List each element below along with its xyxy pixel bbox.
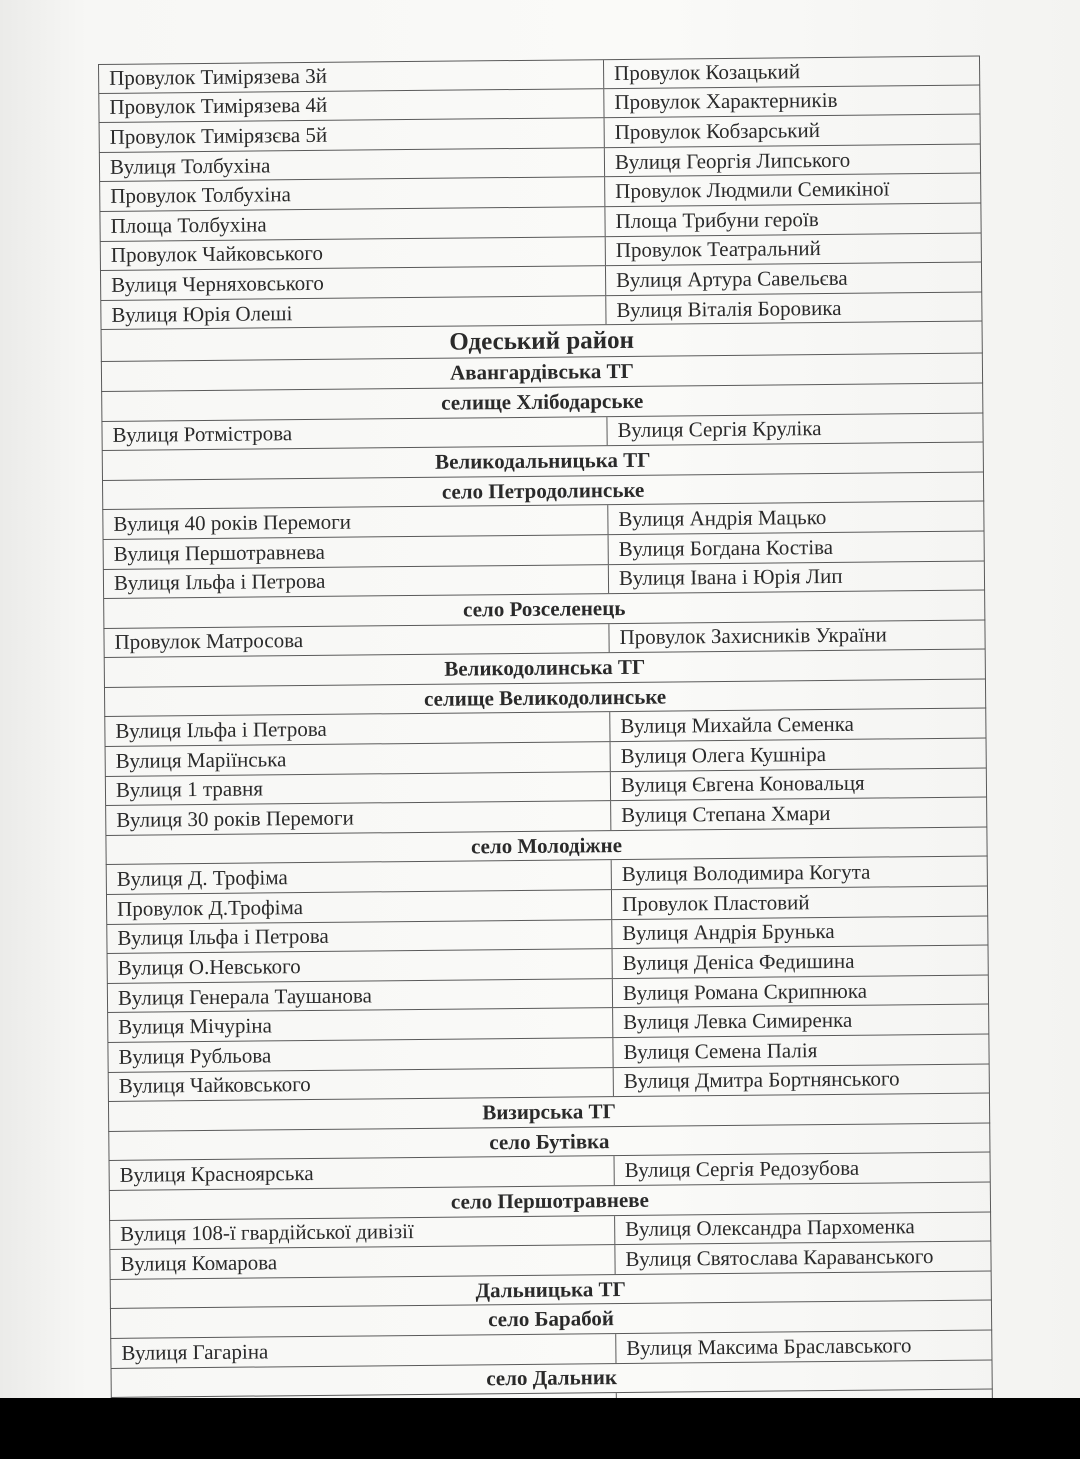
old-street-name: Вулиця Ільфа і Петрова	[103, 565, 609, 598]
section-heading: Визирська ТГ	[108, 1094, 990, 1132]
section-heading: село Бутівка	[108, 1123, 990, 1161]
new-street-name: Вулиця Георгія Липського	[605, 144, 981, 176]
old-street-name: Провулок Чайковського	[100, 237, 606, 270]
section-heading: Авангардівська ТГ	[101, 354, 983, 392]
old-street-name: Вулиця Першотравнева	[103, 535, 609, 568]
old-street-name: Вулиця Гагаріна	[110, 1334, 616, 1367]
new-street-name: Вулиця Романа Скрипнюка	[613, 975, 989, 1007]
old-street-name: Вулиця Красноярська	[109, 1156, 615, 1189]
old-street-name: Вулиця Ільфа і Петрова	[106, 920, 612, 953]
section-heading: село Першотравневе	[109, 1182, 991, 1220]
old-street-name: Вулиця Маріїнська	[105, 742, 611, 775]
new-street-name: Вулиця Семена Палія	[613, 1034, 989, 1066]
section-heading: село Розселенець	[103, 591, 985, 629]
old-street-name: Вулиця Чайковського	[108, 1068, 614, 1101]
section-heading: Дальницька ТГ	[110, 1271, 992, 1309]
old-street-name: Вулиця Д. Трофіма	[106, 861, 612, 894]
section-heading: селище Хлібодарське	[101, 383, 983, 421]
section-heading: село Молодіжне	[105, 827, 987, 865]
section-heading: село Дальник	[111, 1360, 993, 1398]
new-street-name: Вулиця Максима Браславського	[616, 1330, 992, 1362]
section-heading: Великодолинська ТГ	[104, 650, 986, 688]
new-street-name: Вулиця Андрія Брунька	[612, 916, 988, 948]
old-street-name: Вулиця Генерала Таушанова	[107, 979, 613, 1012]
new-street-name: Вулиця Артура Савельєва	[606, 263, 982, 295]
new-street-name: Провулок Козацький	[604, 57, 980, 88]
old-street-name: Площа Толбухіна	[99, 207, 605, 240]
section-heading: селище Великодолинське	[104, 679, 986, 717]
old-street-name: Вулиця Мічуріна	[107, 1009, 613, 1042]
black-bottom-bar	[0, 1398, 1080, 1459]
old-street-name: Вулиця Черняховського	[100, 266, 606, 299]
old-street-name: Вулиця Ротмістрова	[101, 417, 607, 450]
new-street-name: Вулиця Деніса Федишина	[613, 946, 989, 978]
section-heading: село Барабой	[110, 1301, 992, 1339]
old-street-name: Вулиця Толбухіна	[99, 148, 605, 181]
new-street-name: Вулиця Івана і Юрія Лип	[609, 561, 985, 593]
old-street-name: Провулок Толбухіна	[99, 178, 605, 211]
new-street-name: Вулиця Володимира Когута	[612, 857, 988, 889]
old-street-name: Вулиця 1 травня	[105, 772, 611, 805]
district-heading: Одеський район	[101, 322, 983, 362]
old-street-name: Провулок Д.Трофіма	[106, 890, 612, 923]
new-street-name: Провулок Людмили Семикіної	[605, 174, 981, 206]
new-street-name: Провулок Характерників	[604, 85, 980, 117]
new-street-name: Вулиця Богдана Костіва	[609, 531, 985, 563]
new-street-name: Вулиця Сергія Редозубова	[615, 1153, 991, 1185]
new-street-name: Вулиця Святослава Караванського	[615, 1242, 991, 1274]
new-street-name: Провулок Кобзарський	[605, 115, 981, 147]
street-renaming-table	[98, 56, 993, 1428]
old-street-name: Вулиця 40 років Перемоги	[102, 505, 608, 538]
new-street-name: Вулиця Олександра Пархоменка	[615, 1212, 991, 1244]
new-street-name: Вулиця Андрія Мацько	[608, 502, 984, 534]
new-street-name: Вулиця Олега Кушніра	[611, 739, 987, 771]
new-street-name: Площа Трибуни героїв	[605, 203, 981, 235]
new-street-name: Вулиця Сергія Круліка	[607, 413, 983, 445]
new-street-name: Провулок Театральний	[606, 233, 982, 265]
old-street-name: Вулиця 30 років Перемоги	[105, 801, 611, 834]
section-heading: Великодальницька ТГ	[102, 443, 984, 481]
old-street-name: Провулок Матросова	[103, 624, 609, 657]
new-street-name: Провулок Пластовий	[612, 887, 988, 919]
old-street-name: Вулиця Ільфа і Петрова	[104, 713, 610, 746]
old-street-name: Вулиця 108-ї гвардійської дивізії	[109, 1216, 615, 1249]
new-street-name: Вулиця Степана Хмари	[611, 798, 987, 830]
old-street-name: Вулиця Комарова	[109, 1245, 615, 1278]
old-street-name: Провулок Тимірязева 3й	[98, 60, 604, 92]
old-street-name: Вулиця О.Невського	[107, 949, 613, 982]
new-street-name: Провулок Захисників України	[609, 620, 985, 652]
section-heading: село Петродолинське	[102, 472, 984, 510]
old-street-name: Провулок Тимірязева 4й	[98, 89, 604, 122]
old-street-name: Вулиця Рубльова	[107, 1038, 613, 1071]
new-street-name: Вулиця Дмитра Бортнянського	[614, 1064, 990, 1096]
old-street-name: Провулок Тимірязєва 5й	[99, 118, 605, 151]
old-street-name: Вулиця Юрія Олеші	[100, 296, 606, 329]
new-street-name: Вулиця Віталія Боровика	[606, 292, 982, 324]
new-street-name: Вулиця Левка Симиренка	[613, 1005, 989, 1037]
new-street-name: Вулиця Михайла Семенка	[610, 709, 986, 741]
new-street-name: Вулиця Євгена Коновальця	[611, 768, 987, 800]
